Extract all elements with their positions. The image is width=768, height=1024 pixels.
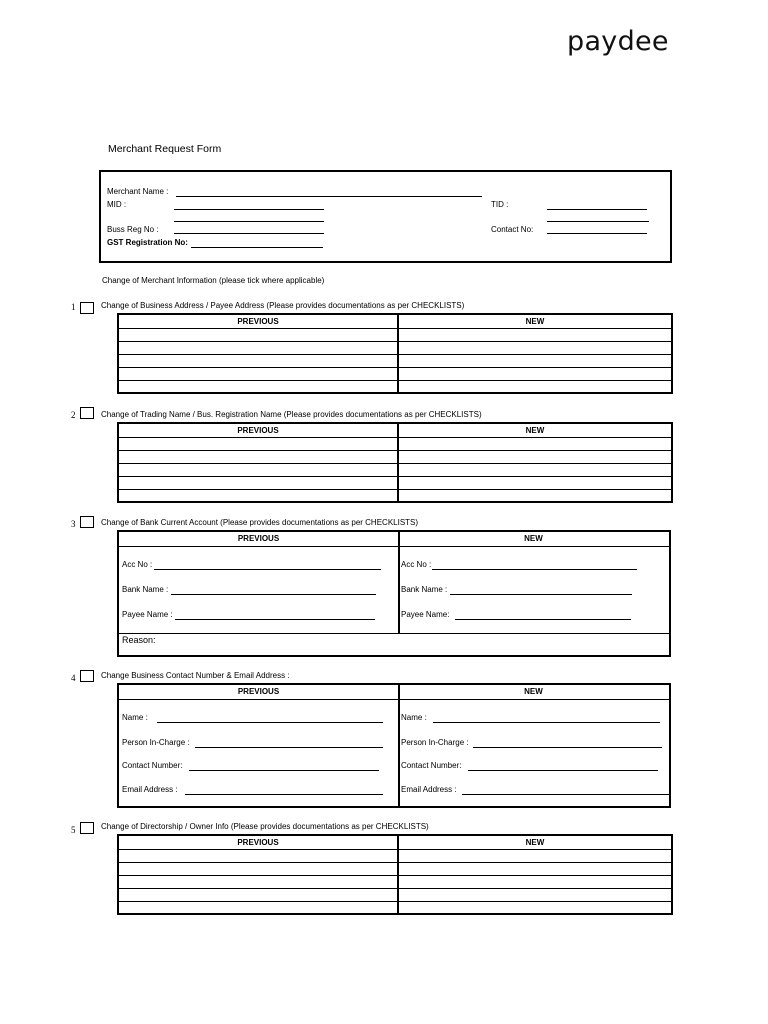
section-3-title: Change of Bank Current Account (Please provides documentations as per CHECKLISTS) — [101, 518, 419, 527]
section-2-title: Change of Trading Name / Bus. Registration Name (Please provides documentations as per CHECKLISTS) — [101, 410, 482, 419]
buss-reg-field[interactable] — [174, 233, 324, 234]
prev-name-label: Name : — [122, 713, 148, 722]
previous-cell[interactable] — [118, 437, 398, 450]
previous-cell[interactable] — [118, 463, 398, 476]
section-4-table — [117, 683, 671, 808]
new-header: NEW — [524, 534, 543, 543]
table-row — [118, 354, 672, 367]
new-contact-number-label: Contact Number: — [401, 761, 462, 770]
new-payee-name-field[interactable] — [455, 619, 631, 620]
new-cell[interactable] — [398, 862, 672, 875]
section-4-checkbox[interactable] — [80, 670, 94, 682]
new-name-field[interactable] — [433, 722, 660, 723]
table-row — [118, 437, 672, 450]
previous-cell[interactable] — [118, 875, 398, 888]
new-cell[interactable] — [398, 341, 672, 354]
contact-no-label: Contact No: — [491, 225, 534, 234]
section-2-table — [117, 422, 673, 503]
header-divider — [119, 699, 669, 700]
merchant-info-box — [99, 170, 672, 263]
new-contact-number-field[interactable] — [468, 770, 658, 771]
previous-cell[interactable] — [118, 476, 398, 489]
new-header: NEW — [398, 423, 672, 437]
previous-cell[interactable] — [118, 328, 398, 341]
section-2-number: 2 — [71, 410, 76, 420]
prev-email-label: Email Address : — [122, 785, 178, 794]
prev-bank-name-field[interactable] — [171, 594, 376, 595]
new-cell[interactable] — [398, 888, 672, 901]
mid-field-line-2[interactable] — [174, 221, 324, 222]
paydee-logo: paydee — [567, 26, 669, 57]
new-person-in-charge-field[interactable] — [473, 747, 662, 748]
previous-header: PREVIOUS — [118, 835, 398, 849]
prev-contact-number-label: Contact Number: — [122, 761, 183, 770]
section-1-table — [117, 313, 673, 394]
previous-cell[interactable] — [118, 901, 398, 914]
previous-cell[interactable] — [118, 367, 398, 380]
reason-label: Reason: — [122, 635, 156, 645]
previous-cell[interactable] — [118, 862, 398, 875]
prev-acc-no-label: Acc No : — [122, 560, 153, 569]
previous-header: PREVIOUS — [237, 687, 280, 696]
new-email-label: Email Address : — [401, 785, 457, 794]
column-divider — [398, 532, 400, 633]
tid-label: TID : — [491, 200, 509, 209]
section-3-checkbox[interactable] — [80, 516, 94, 528]
new-header: NEW — [524, 687, 543, 696]
new-cell[interactable] — [398, 367, 672, 380]
section-1-number: 1 — [71, 302, 76, 312]
previous-cell[interactable] — [118, 380, 398, 393]
section-5-title: Change of Directorship / Owner Info (Please provides documentations as per CHECKLISTS) — [101, 822, 429, 831]
new-name-label: Name : — [401, 713, 427, 722]
header-divider — [119, 546, 669, 547]
merchant-name-field[interactable] — [176, 196, 482, 197]
table-row — [118, 862, 672, 875]
section-1-checkbox[interactable] — [80, 302, 94, 314]
new-cell[interactable] — [398, 476, 672, 489]
table-row — [118, 489, 672, 502]
new-cell[interactable] — [398, 328, 672, 341]
mid-label: MID : — [107, 200, 127, 209]
new-cell[interactable] — [398, 463, 672, 476]
new-bank-name-label: Bank Name : — [401, 585, 448, 594]
previous-cell[interactable] — [118, 849, 398, 862]
prev-person-in-charge-label: Person In-Charge : — [122, 738, 190, 747]
new-header: NEW — [398, 314, 672, 328]
previous-cell[interactable] — [118, 354, 398, 367]
table-row — [118, 888, 672, 901]
intro-text: Change of Merchant Information (please tick where applicable) — [102, 276, 325, 285]
new-bank-name-field[interactable] — [450, 594, 632, 595]
new-cell[interactable] — [398, 901, 672, 914]
table-row — [118, 901, 672, 914]
previous-cell[interactable] — [118, 888, 398, 901]
contact-no-field[interactable] — [547, 233, 647, 234]
prev-email-field[interactable] — [185, 794, 383, 795]
previous-cell[interactable] — [118, 489, 398, 502]
new-cell[interactable] — [398, 450, 672, 463]
new-cell[interactable] — [398, 380, 672, 393]
prev-payee-name-label: Payee Name : — [122, 610, 173, 619]
new-acc-no-label: Acc No : — [401, 560, 432, 569]
previous-cell[interactable] — [118, 341, 398, 354]
previous-header: PREVIOUS — [237, 534, 280, 543]
new-cell[interactable] — [398, 489, 672, 502]
gst-field[interactable] — [191, 247, 323, 248]
new-cell[interactable] — [398, 875, 672, 888]
table-row — [118, 875, 672, 888]
prev-acc-no-field[interactable] — [154, 569, 381, 570]
new-payee-name-label: Payee Name: — [401, 610, 450, 619]
section-4-number: 4 — [71, 673, 76, 683]
prev-payee-name-field[interactable] — [175, 619, 375, 620]
previous-cell[interactable] — [118, 450, 398, 463]
section-5-checkbox[interactable] — [80, 822, 94, 834]
table-row — [118, 849, 672, 862]
table-row — [118, 328, 672, 341]
section-3-number: 3 — [71, 519, 76, 529]
prev-contact-number-field[interactable] — [189, 770, 379, 771]
table-row — [118, 367, 672, 380]
section-1-title: Change of Business Address / Payee Address (Please provides documentations as per CHECKLISTS) — [101, 301, 465, 310]
new-header: NEW — [398, 835, 672, 849]
previous-header: PREVIOUS — [118, 423, 398, 437]
form-title: Merchant Request Form — [108, 143, 222, 155]
table-row — [118, 476, 672, 489]
prev-bank-name-label: Bank Name : — [122, 585, 169, 594]
table-row — [118, 463, 672, 476]
table-row — [118, 380, 672, 393]
new-acc-no-field[interactable] — [432, 569, 637, 570]
section-3-table — [117, 530, 671, 657]
tid-field[interactable] — [547, 209, 647, 210]
prev-person-in-charge-field[interactable] — [195, 747, 383, 748]
new-cell[interactable] — [398, 849, 672, 862]
section-2-checkbox[interactable] — [80, 407, 94, 419]
table-row — [118, 450, 672, 463]
previous-header: PREVIOUS — [118, 314, 398, 328]
tid-field-line-2[interactable] — [547, 221, 649, 222]
new-person-in-charge-label: Person In-Charge : — [401, 738, 469, 747]
merchant-name-label: Merchant Name : — [107, 187, 169, 196]
new-cell[interactable] — [398, 437, 672, 450]
new-cell[interactable] — [398, 354, 672, 367]
section-4-title: Change Business Contact Number & Email Address : — [101, 671, 290, 680]
section-5-table — [117, 834, 673, 915]
prev-name-field[interactable] — [157, 722, 383, 723]
column-divider — [398, 685, 400, 806]
reason-divider — [119, 633, 669, 634]
gst-label: GST Registration No: — [107, 238, 188, 247]
table-row — [118, 341, 672, 354]
section-5-number: 5 — [71, 825, 76, 835]
new-email-field[interactable] — [462, 794, 670, 795]
buss-reg-label: Buss Reg No : — [107, 225, 159, 234]
mid-field[interactable] — [174, 209, 324, 210]
